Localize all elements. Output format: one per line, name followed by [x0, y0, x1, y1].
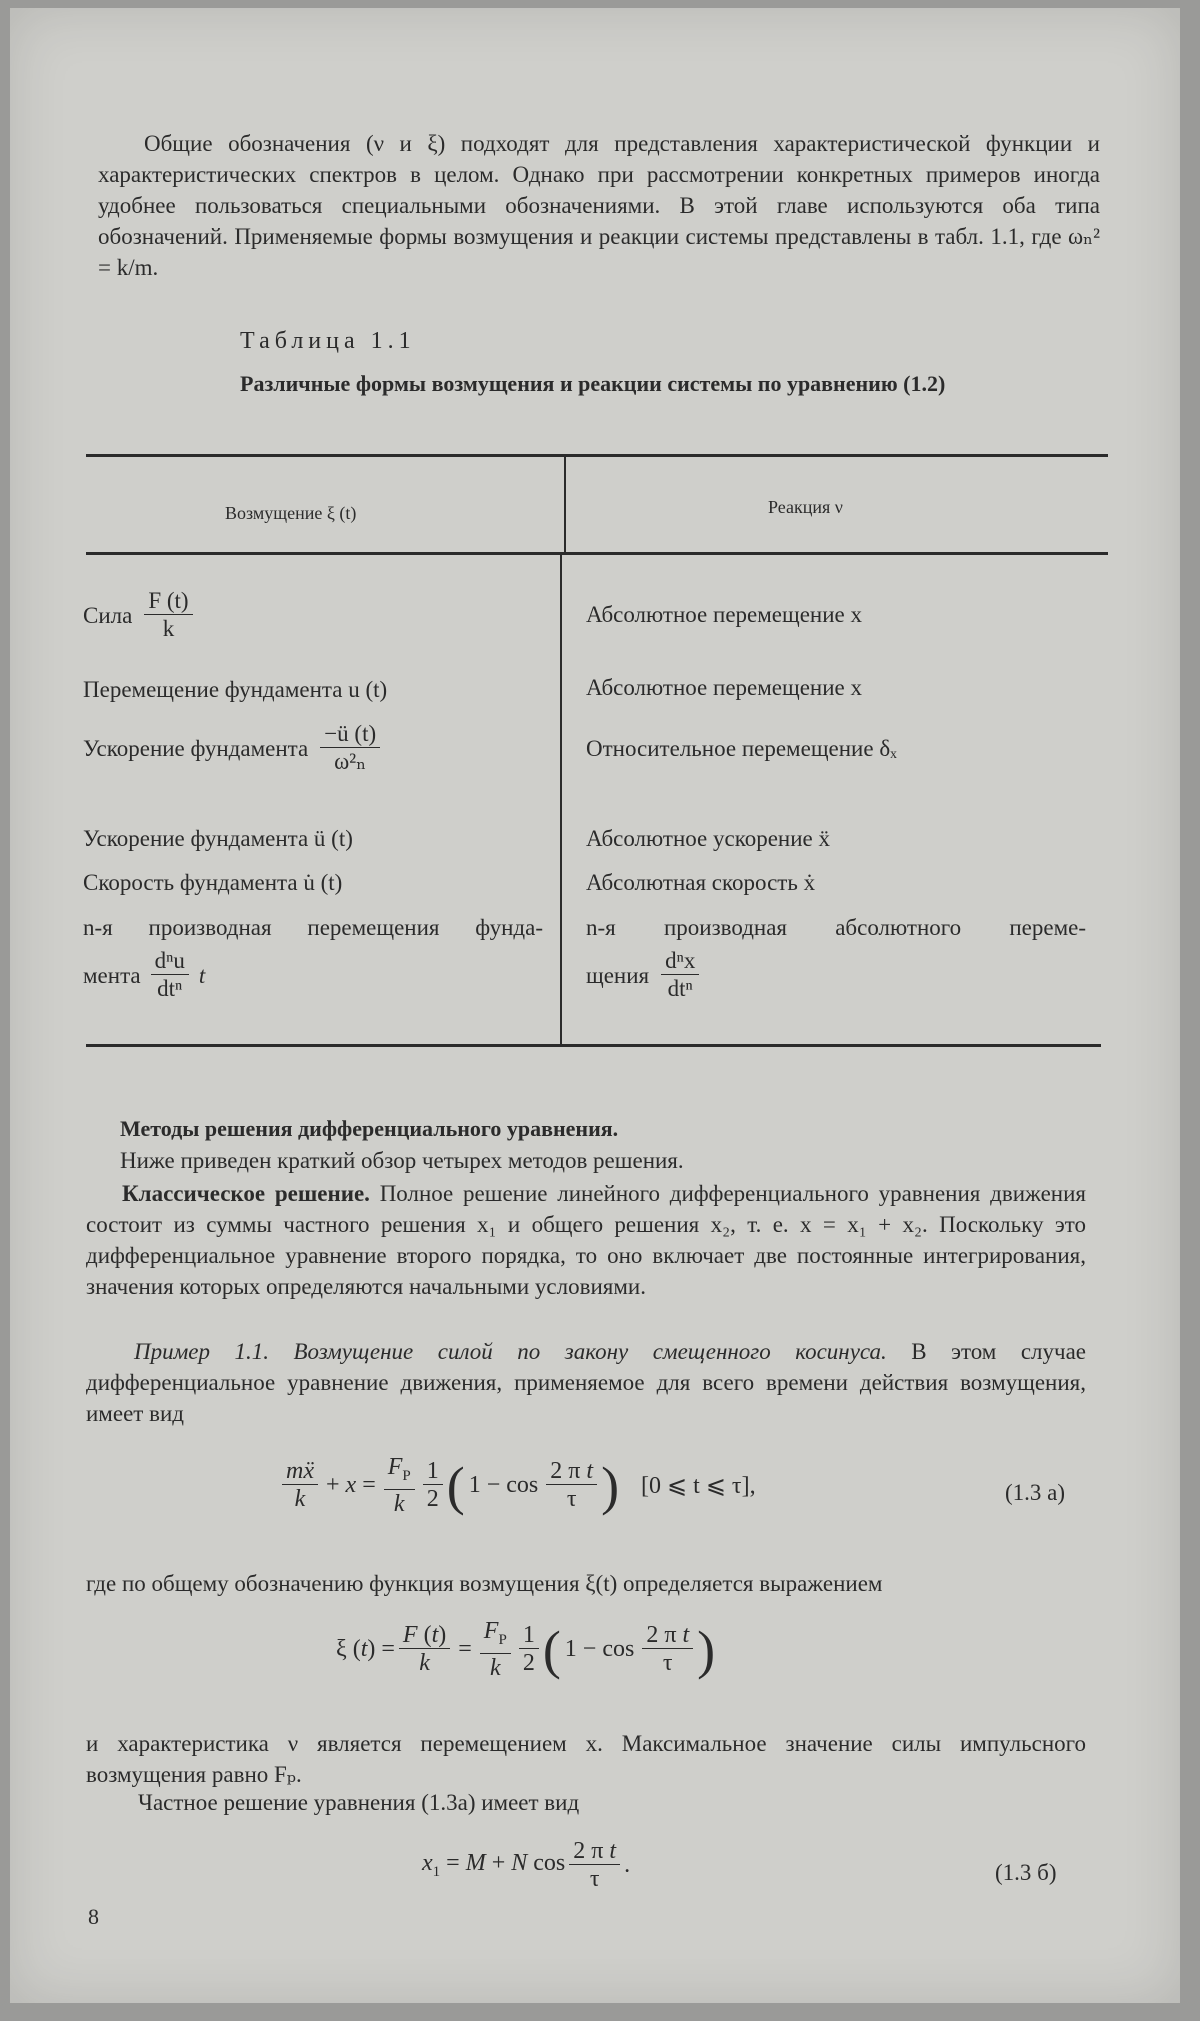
equation-1-3b: $x_1 = M + N$ cos $\frac{\text{2 π t}}{\tau}$ . — [422, 1838, 631, 1892]
row6-left-num: dⁿu — [151, 948, 189, 975]
row5-left-text: Скорость фундамента u̇ (t) — [83, 870, 343, 895]
table-label: Таблица 1.1 — [240, 328, 416, 354]
intro-paragraph: Общие обозначения (ν и ξ) подходят для представления характеристической функции и характеристических спектров в целом. Однако при рассмотрении конкретных примеров иногда удобнее пользоваться специальными обозначениями. В этой главе используются оба типа обозначений. Применяемые формы возмущения и реакции системы представлены в табл. 1.1, где ωₙ² = k/m. — [98, 131, 1100, 280]
after-text-2: Частное решение уравнения (1.3а) имеет вид — [138, 1790, 580, 1815]
row1-left-den: k — [162, 616, 175, 641]
between-text: где по общему обозначению функция возмущения ξ(t) определяется выражением — [86, 1571, 883, 1596]
row6-right-line1: n-я производная абсолютного переме- — [586, 915, 1086, 940]
column-header-excitation: Возмущение ξ (t) — [225, 503, 357, 523]
row6-left-den: dtⁿ — [157, 976, 183, 1001]
equation-1-3b-number: (1.3 б) — [995, 1860, 1057, 1885]
classical-title: Классическое решение. — [122, 1181, 370, 1206]
page-number: 8 — [88, 1904, 99, 1929]
row6-left-line2: мента — [83, 962, 141, 988]
row3-left-text: Ускорение фундамента — [83, 735, 309, 761]
example-paragraph — [86, 1336, 1086, 1429]
row2-left-text: Перемещение фундамента u (t) — [83, 677, 388, 702]
row2-right-text: Абсолютное перемещение x — [586, 675, 862, 700]
classical-paragraph — [86, 1178, 1086, 1302]
row4-right-text: Абсолютное ускорение ẍ — [586, 826, 831, 851]
column-header-response: Реакция ν — [768, 497, 843, 517]
table-column-divider-body — [560, 555, 562, 1044]
row3-right-text: Относительное перемещение δₓ — [586, 736, 897, 761]
row5-right-text: Абсолютная скорость ẋ — [586, 870, 816, 895]
table-row — [83, 948, 205, 1003]
row3-left-den: ω²ₙ — [334, 749, 367, 774]
table-row — [83, 588, 197, 643]
equation-1-3a: $\frac{\text{mẍ}}{k}$ + x = $\frac{F_P}{k}$ $\frac{1}{2}$ ( 1 − cos $\frac{\text{2 π t}}{\tau}$ ) [0 ⩽ t ⩽ τ], — [278, 1454, 756, 1518]
methods-heading: Методы решения дифференциального уравнения. — [120, 1116, 619, 1141]
equation-1-3a-range: [0 ⩽ t ⩽ τ], — [641, 1473, 756, 1500]
table-caption: Различные формы возмущения и реакции системы по уравнению (1.2) — [240, 371, 946, 396]
table-top-rule — [86, 454, 1108, 457]
book-page — [10, 8, 1180, 2003]
row1-right-text: Абсолютное перемещение x — [586, 602, 862, 627]
row6-right-line2: щения — [586, 962, 650, 988]
table-row — [586, 948, 703, 1003]
row1-left-text: Сила — [83, 602, 133, 628]
row6-right-den: dtⁿ — [667, 976, 693, 1001]
table-header-rule — [86, 552, 1108, 555]
equation-xi: ξ (t) = $\frac{F (t)}{k}$ = $\frac{F_P}{k}$ $\frac{1}{2}$ ( 1 − cos $\frac{\text{2 π t}}{\tau}$ ) — [336, 1618, 716, 1681]
row4-left-text: Ускорение фундамента ü (t) — [83, 826, 353, 851]
example-title: Пример 1.1. Возмущение силой по закону смещенного косинуса. — [134, 1339, 887, 1364]
table-row — [83, 721, 384, 776]
table-bottom-rule — [86, 1044, 1101, 1047]
row3-left-num: −ü (t) — [320, 721, 380, 748]
row6-right-num: dⁿx — [661, 948, 699, 975]
table-column-divider — [564, 457, 566, 555]
equation-1-3a-number: (1.3 а) — [1005, 1480, 1066, 1505]
after-text-1: и характеристика ν является перемещением x. Максимальное значение силы импульсного возмущения равно Fₚ. — [86, 1731, 1086, 1787]
classical-text: Полное решение линейного дифференциального уравнения движения состоит из суммы частного решения x₁ и общего решения x₂, т. е. x = x₁ + x₂. Поскольку это дифференциальное уравнение второго порядка, то оно включает две постоянные интегрирования, значения которых определяются начальными условиями. — [86, 1181, 1086, 1299]
row6-left-line1: n-я производная перемещения фунда- — [83, 915, 543, 940]
methods-subtext: Ниже приведен краткий обзор четырех методов решения. — [120, 1148, 684, 1173]
row1-left-num: F (t) — [144, 588, 192, 615]
example-text: В этом случае дифференциальное уравнение движения, применяемое для всего времени действия возмущения, имеет вид — [86, 1339, 1087, 1426]
row6-left-suffix: t — [198, 962, 206, 988]
